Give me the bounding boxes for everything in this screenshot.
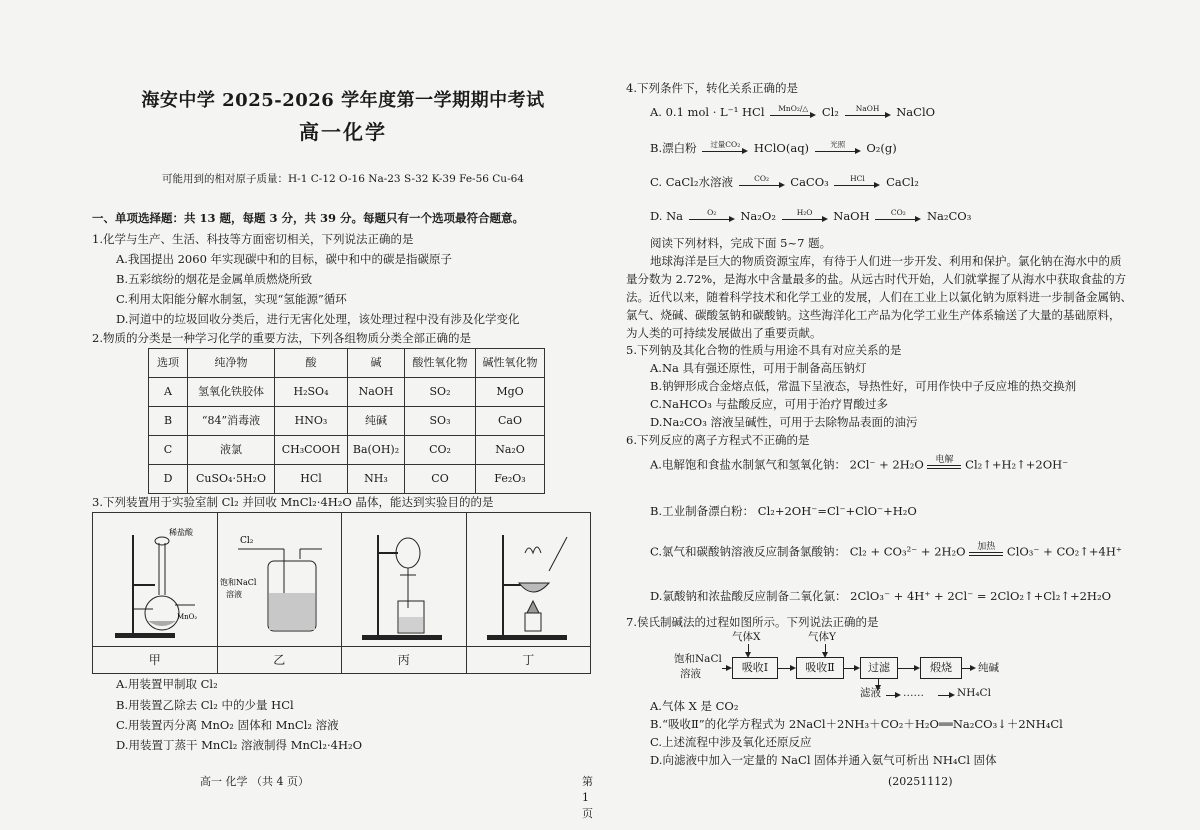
table-header-row <box>149 349 545 378</box>
mno2-label: MnO₂ <box>177 613 198 621</box>
table-cell: NaOH <box>348 378 405 407</box>
apparatus-label: 乙 <box>218 646 342 673</box>
option-text: B.工业制备漂白粉： <box>650 504 755 518</box>
table-header: 碱性氧化物 <box>476 349 545 378</box>
gas-washing-bottle-drawing <box>218 513 342 647</box>
input-label: 饱和NaCl <box>674 653 722 665</box>
q5-option-a: A.Na 具有强还原性，可用于制备高压钠灯 <box>650 361 867 375</box>
table-cell: 纯碱 <box>348 407 405 436</box>
reaction-condition: 电解 <box>935 455 954 465</box>
equation: 2ClO₃⁻ + 4H⁺ + 2Cl⁻ = 2ClO₂↑+Cl₂↑+2H₂O <box>850 589 1111 603</box>
arrow-head <box>970 665 976 671</box>
table-header: 酸 <box>275 349 348 378</box>
q6-option-b <box>650 503 917 520</box>
classification-table <box>148 348 545 494</box>
q4-option-d <box>650 208 971 225</box>
species: CaCl₂ <box>886 175 919 189</box>
q5-option-c: C.NaHCO₃ 与盐酸反应，可用于治疗胃酸过多 <box>650 397 888 411</box>
equation: Cl₂+2OH⁻=Cl⁻+ClO⁻+H₂O <box>757 504 917 518</box>
arrow-condition: CO₂ <box>890 208 906 217</box>
apparatus-bing <box>342 513 467 673</box>
species: B.漂白粉 <box>650 141 697 155</box>
filter-box: 过滤 <box>860 657 898 679</box>
q7-option-c: C.上述流程中涉及氧化还原反应 <box>650 735 812 749</box>
reaction-arrow <box>770 104 816 119</box>
option-text: A.电解饱和食盐水制氯气和氢氧化钠： <box>650 457 846 472</box>
flask-apparatus-drawing <box>93 513 217 647</box>
input-label-2: 溶液 <box>680 668 701 680</box>
q3-option-d: D.用装置丁蒸干 MnCl₂ 溶液制得 MnCl₂·4H₂O <box>116 738 363 752</box>
table-cell: HCl <box>275 465 348 494</box>
exam-subtitle: 高一化学 <box>299 120 387 144</box>
species: NaOH <box>833 209 870 223</box>
reaction-arrow <box>689 208 735 223</box>
q6-stem: 6.下列反应的离子方程式不正确的是 <box>626 433 810 447</box>
table-row <box>149 465 545 494</box>
q3-option-a: A.用装置甲制取 Cl₂ <box>116 677 218 691</box>
reading-intro: 阅读下列材料，完成下面 5~7 题。 <box>650 236 832 250</box>
product-label: 纯碱 <box>978 662 999 674</box>
section-heading: 一、单项选择题：共 13 题，每题 3 分，共 39 分。每题只有一个选项最符合题意。 <box>92 211 525 225</box>
apparatus-label: 丙 <box>342 646 466 673</box>
table-cell: CaO <box>476 407 545 436</box>
reading-line: 法。近代以来，随着科学技术和化学工业的发展，人们在工业上以氯化钠为原料进一步制备金属钠、 <box>626 290 1132 304</box>
reaction-arrow <box>782 208 828 223</box>
species: D. Na <box>650 209 684 223</box>
footer-code: (20251112) <box>888 775 953 788</box>
table-cell: MgO <box>476 378 545 407</box>
table-cell: Na₂O <box>476 436 545 465</box>
table-cell: Fe₂O₃ <box>476 465 545 494</box>
table-header: 选项 <box>149 349 188 378</box>
q4-option-a <box>650 104 935 121</box>
arrow-condition: 过量CO₂ <box>710 140 741 149</box>
table-row <box>149 407 545 436</box>
footer-subject: 高一 化学 （共 4 页） <box>200 775 309 788</box>
option-text: C.氯气和碳酸钠溶液反应制备氯酸钠： <box>650 544 847 559</box>
table-header: 酸性氧化物 <box>405 349 476 378</box>
species: O₂(g) <box>866 141 897 155</box>
reaction-arrow <box>834 174 880 189</box>
q5-stem: 5.下列钠及其化合物的性质与用途不具有对应关系的是 <box>626 343 902 357</box>
apparatus-ding <box>467 513 591 673</box>
q5-option-b: B.钠钾形成合金熔点低，常温下呈液态，导热性好，可用作快中子反应堆的热交换剂 <box>650 379 1077 393</box>
arrow-condition: MnO₂/△ <box>778 104 809 113</box>
q1-option-d: D.河道中的垃圾回收分类后，进行无害化处理，该处理过程中没有涉及化学变化 <box>116 312 520 326</box>
table-cell: 液氯 <box>188 436 275 465</box>
equilibrium-sign <box>969 543 1003 560</box>
table-cell: SO₂ <box>405 378 476 407</box>
species: NaClO <box>896 105 936 119</box>
apparatus-figure <box>92 512 591 674</box>
table-cell: A <box>149 378 188 407</box>
nh4cl-label: NH₄Cl <box>957 687 991 699</box>
species: HClO(aq) <box>753 141 810 155</box>
exam-title: 海安中学 2025-2026 学年度第一学期期中考试 <box>141 90 545 111</box>
apparatus-label: 甲 <box>93 646 217 673</box>
reaction-arrow <box>815 140 861 155</box>
q3-stem: 3.下列装置用于实验室制 Cl₂ 并回收 MnCl₂·4H₂O 晶体，能达到实验目的的是 <box>92 495 494 509</box>
gas-y-label: 气体Y <box>808 631 836 643</box>
q6-option-a <box>650 456 1068 473</box>
table-cell: CO₂ <box>405 436 476 465</box>
arrow-line <box>777 668 791 669</box>
q6-option-d <box>650 588 1111 605</box>
q4-stem: 4.下列条件下，转化关系正确的是 <box>626 81 798 95</box>
table-cell: CuSO₄·5H₂O <box>188 465 275 494</box>
arrow-condition: CO₂ <box>754 174 770 183</box>
table-cell: 氢氧化铁胶体 <box>188 378 275 407</box>
arrow-condition: HCl <box>850 174 865 183</box>
q6-option-c <box>650 543 1122 560</box>
q7-option-a: A.气体 X 是 CO₂ <box>650 699 739 713</box>
reaction-arrow <box>875 208 921 223</box>
reading-line: 地球海洋是巨大的物质资源宝库，有待于人们进一步开发、利用和保护。氯化钠在海水中的质 <box>650 254 1122 268</box>
absorb-2-box: 吸收Ⅱ <box>796 657 844 679</box>
arrow-head <box>949 692 955 698</box>
arrow-condition: NaOH <box>855 104 880 113</box>
table-cell: H₂SO₄ <box>275 378 348 407</box>
table-cell: CO <box>405 465 476 494</box>
table-cell: Ba(OH)₂ <box>348 436 405 465</box>
species: C. CaCl₂水溶液 <box>650 175 733 189</box>
q1-option-b: B.五彩缤纷的烟花是金属单质燃烧所致 <box>116 272 313 286</box>
species: CaCO₃ <box>790 175 829 189</box>
absorb-1-box: 吸收Ⅰ <box>732 657 778 679</box>
nacl-label: 饱和NaCl <box>219 578 256 587</box>
q7-option-b: B.“吸收Ⅱ”的化学方程式为 2NaCl＋2NH₃＋CO₂＋H₂O══Na₂CO₃↓＋2NH₄Cl <box>650 717 1063 731</box>
species: A. 0.1 mol · L⁻¹ HCl <box>650 105 765 119</box>
solution-label: 溶液 <box>225 590 242 599</box>
table-cell: C <box>149 436 188 465</box>
table-header: 碱 <box>348 349 405 378</box>
option-text: D.氯酸钠和浓盐酸反应制备二氧化氯： <box>650 589 847 603</box>
apparatus-jia <box>93 513 218 673</box>
equilibrium-sign <box>927 456 961 473</box>
dilute-acid-label: 稀盐酸 <box>169 528 193 537</box>
q3-option-b: B.用装置乙除去 Cl₂ 中的少量 HCl <box>116 698 294 712</box>
arrow-line <box>897 668 915 669</box>
table-cell: D <box>149 465 188 494</box>
q4-option-b <box>650 140 897 157</box>
table-cell: “84”消毒液 <box>188 407 275 436</box>
species: Na₂O₂ <box>740 209 776 223</box>
table-row <box>149 378 545 407</box>
table-cell: NH₃ <box>348 465 405 494</box>
table-cell: B <box>149 407 188 436</box>
arrow-condition: O₂ <box>707 208 717 217</box>
q3-option-c: C.用装置丙分离 MnO₂ 固体和 MnCl₂ 溶液 <box>116 718 339 732</box>
table-cell: SO₃ <box>405 407 476 436</box>
table-cell: CH₃COOH <box>275 436 348 465</box>
dots-label: …… <box>903 687 924 699</box>
table-row <box>149 436 545 465</box>
separatory-funnel-drawing <box>342 513 466 647</box>
q2-stem: 2.物质的分类是一种学习化学的重要方法，下列各组物质分类全部正确的是 <box>92 331 471 345</box>
apparatus-yi <box>218 513 343 673</box>
equation-right: ClO₃⁻ + CO₂↑+4H⁺ <box>1006 544 1122 559</box>
q7-option-d: D.向滤液中加入一定量的 NaCl 固体并通入氨气可析出 NH₄Cl 固体 <box>650 753 997 767</box>
reaction-arrow <box>702 140 748 155</box>
table-header: 纯净物 <box>188 349 275 378</box>
arrow-condition: H₂O <box>796 208 813 217</box>
arrow-condition: 光照 <box>830 140 846 149</box>
reaction-condition: 加热 <box>977 542 996 552</box>
arrow-head <box>895 692 901 698</box>
q7-stem: 7.侯氏制碱法的过程如图所示。下列说法正确的是 <box>626 615 879 629</box>
apparatus-label: 丁 <box>467 646 591 673</box>
cl2-label: Cl₂ <box>239 536 253 546</box>
q1-option-c: C.利用太阳能分解水制氢，实现“氢能源”循环 <box>116 292 347 306</box>
evaporation-dish-drawing <box>467 513 591 647</box>
species: Cl₂ <box>821 105 839 119</box>
species: Na₂CO₃ <box>926 209 972 223</box>
equation-right: Cl₂↑+H₂↑+2OH⁻ <box>965 457 1069 472</box>
filtrate-label: 滤液 <box>860 687 881 699</box>
equation-left: Cl₂ + CO₃²⁻ + 2H₂O <box>849 544 966 559</box>
reaction-arrow <box>739 174 785 189</box>
q4-option-c <box>650 174 919 191</box>
q1-stem: 1.化学与生产、生活、科技等方面密切相关，下列说法正确的是 <box>92 232 414 246</box>
gas-x-label: 气体X <box>732 631 761 643</box>
equation-left: 2Cl⁻ + 2H₂O <box>849 457 924 472</box>
reaction-arrow <box>845 104 891 119</box>
footer-page: 第 1 页 <box>582 775 593 820</box>
atomic-masses: 可能用到的相对原子质量：H-1 C-12 O-16 Na-23 S-32 K-39 Fe-56 Cu-64 <box>162 173 524 185</box>
reading-line: 量分数为 2.72%，是海水中含量最多的盐。从远古时代开始，人们就掌握了从海水中获取食盐的方 <box>626 272 1127 286</box>
calcine-box: 煅烧 <box>920 657 962 679</box>
reading-line: 氯气、烧碱、碳酸氢钠和碳酸钠。这些海洋化工产品为化学工业生产体系输送了大量的基础原料， <box>626 308 1121 322</box>
table-cell: HNO₃ <box>275 407 348 436</box>
q5-option-d: D.Na₂CO₃ 溶液呈碱性，可用于去除物品表面的油污 <box>650 415 918 429</box>
q1-option-a: A.我国提出 2060 年实现碳中和的目标，碳中和中的碳是指碳原子 <box>116 252 453 266</box>
reading-line: 为人类的可持续发展做出了重要贡献。 <box>626 326 822 340</box>
